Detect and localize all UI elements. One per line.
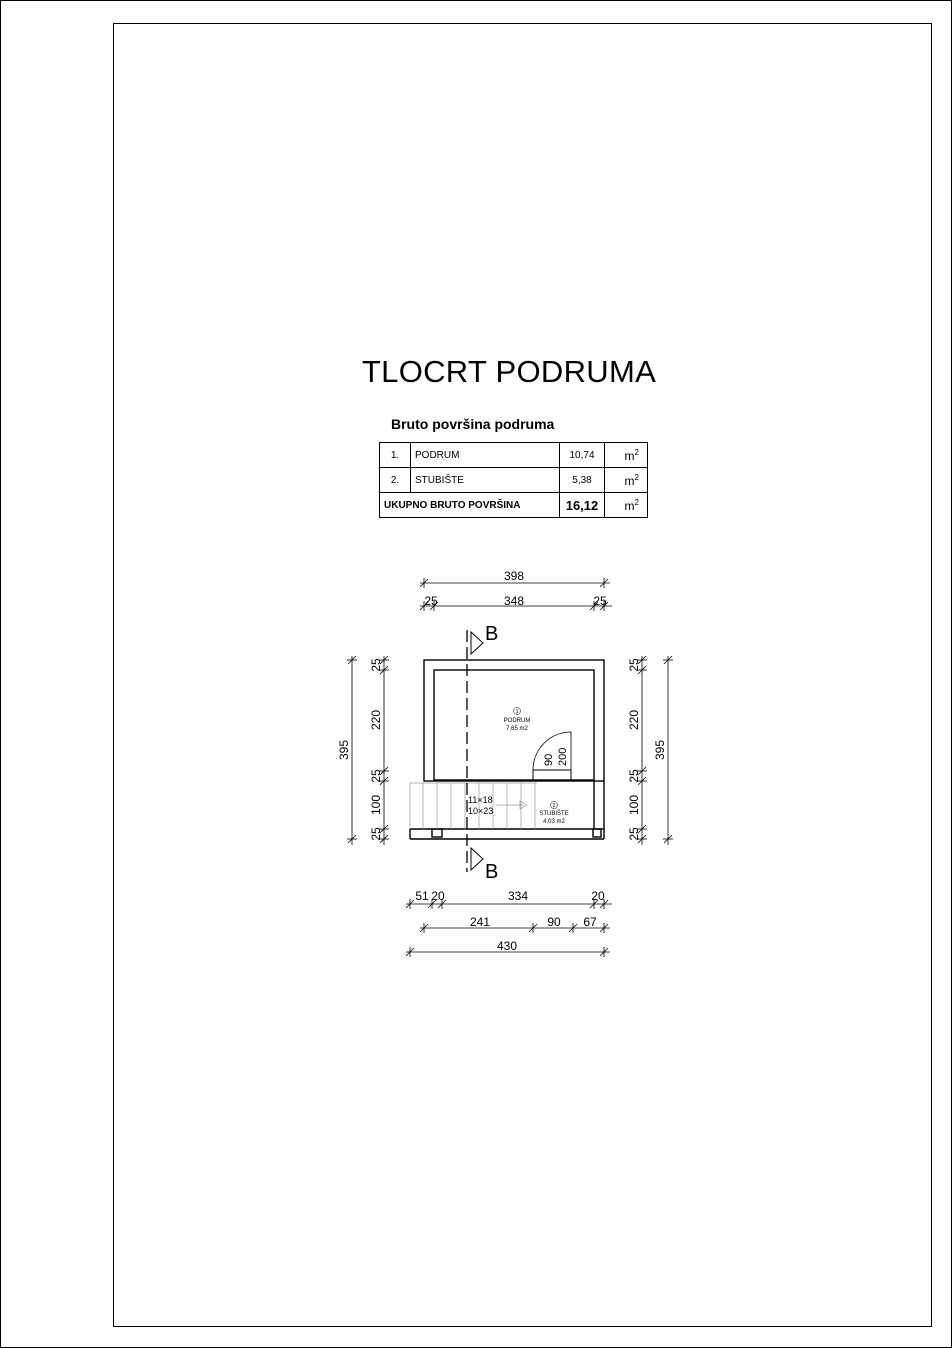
dim-text: 25 (593, 594, 607, 608)
dim-text: 100 (369, 794, 383, 816)
dim-text: 20 (431, 889, 445, 903)
section-line (467, 630, 483, 872)
drawing-title: TLOCRT PODRUMA (361, 354, 657, 389)
dim-text: 348 (503, 594, 525, 608)
door-width-dim: 90 (543, 753, 555, 766)
room-area: 7,65 m2 (506, 726, 528, 732)
dim-text: 25 (369, 658, 383, 672)
dim-text: 25 (424, 594, 438, 608)
dim-text: 398 (503, 569, 525, 583)
dim-text: 334 (507, 889, 529, 903)
dim-text: 25 (627, 658, 641, 672)
area-table-heading: Bruto površina podruma (391, 416, 555, 432)
dim-text: 67 (583, 915, 597, 929)
stair-label-steps: 11×18 (468, 795, 493, 805)
dim-text: 90 (547, 915, 561, 929)
row-number: 2. (380, 468, 411, 493)
section-marker-bottom: B (485, 861, 499, 883)
room-label-stubiste (539, 802, 568, 826)
area-unit: $m^2$ (605, 493, 648, 518)
room-number: 2 (552, 803, 556, 809)
total-label: UKUPNO BRUTO POVRŠINA (380, 493, 560, 518)
total-area-value: 16,12 (560, 493, 605, 518)
dim-text: 220 (369, 709, 383, 731)
room-name: PODRUM (503, 718, 531, 724)
dim-text: 25 (369, 827, 383, 841)
dim-text: 395 (653, 739, 667, 761)
dim-text: 51 (415, 889, 429, 903)
area-unit: $m^2$ (605, 443, 648, 468)
dim-text: 241 (469, 915, 491, 929)
room-area-value: 10,74 (560, 443, 605, 468)
section-marker-top: B (485, 623, 499, 645)
room-area-value: 5,38 (560, 468, 605, 493)
stair-label-treads: 10×23 (468, 806, 494, 816)
row-number: 1. (380, 443, 411, 468)
room-area: 4,03 m2 (543, 819, 565, 825)
room-label-podrum (504, 708, 531, 733)
dim-text: 220 (627, 709, 641, 731)
room-number: 1 (515, 709, 519, 715)
dim-text: 25 (627, 769, 641, 783)
dim-text: 20 (591, 889, 605, 903)
dim-text: 25 (627, 827, 641, 841)
dim-text: 100 (627, 794, 641, 816)
room-name: STUBIŠTE (539, 811, 569, 817)
room-name: PODRUM (411, 443, 560, 468)
dim-text: 430 (496, 939, 518, 953)
dim-text: 25 (369, 769, 383, 783)
door-height-dim: 200 (557, 747, 569, 766)
dim-text: 395 (337, 739, 351, 761)
room-name: STUBIŠTE (411, 468, 560, 493)
dimension-bottom-openings (420, 923, 610, 933)
dimension-left-parts (379, 656, 389, 845)
dimension-right-parts (637, 656, 647, 845)
area-unit: $m^2$ (605, 468, 648, 493)
